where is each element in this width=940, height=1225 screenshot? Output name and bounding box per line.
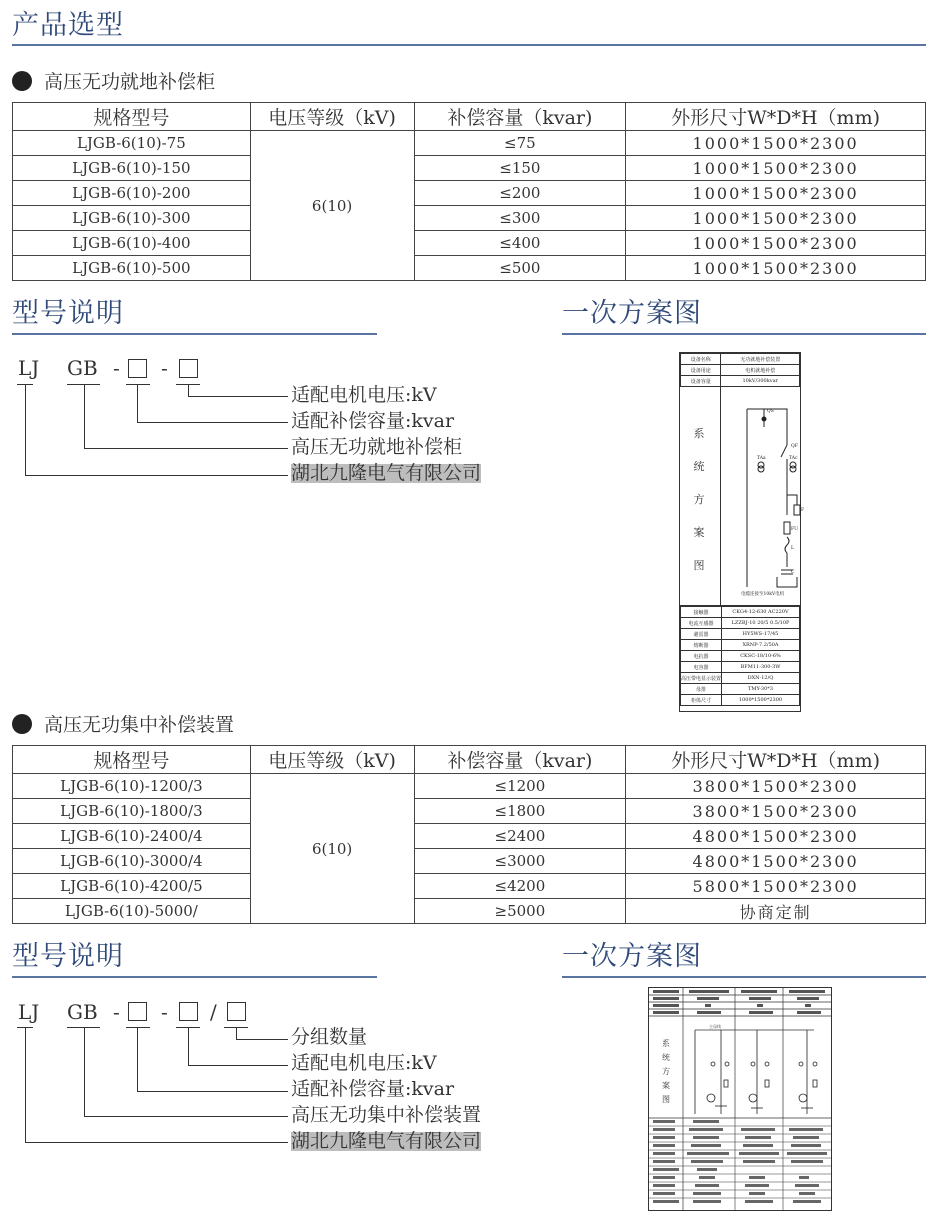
scheme-key: 高压带电显示装置 <box>681 673 722 684</box>
legend-company: 湖北九隆电气有限公司 <box>291 1130 482 1152</box>
legend-capacity: 适配补偿容量:kvar <box>291 410 455 432</box>
table-row <box>13 874 926 899</box>
section2-heading-text: 高压无功集中补偿装置 <box>44 714 235 736</box>
side-char: 案 <box>693 526 705 539</box>
legend-product-type: 高压无功集中补偿装置 <box>291 1104 482 1126</box>
cell-size: 协商定制 <box>626 899 926 924</box>
side-char: 案 <box>662 1081 670 1090</box>
cell-capacity: ≤4200 <box>414 874 626 899</box>
scheme-key: 母排 <box>681 684 722 695</box>
scheme-key: 电抗器 <box>681 651 722 662</box>
bullet-icon <box>12 71 32 91</box>
title-rule <box>12 44 926 46</box>
label-fu: FU <box>791 527 798 532</box>
cell-model: LJGB-6(10)-150 <box>13 156 251 181</box>
legend-product-type: 高压无功就地补偿柜 <box>291 436 463 458</box>
table-row <box>13 181 926 206</box>
side-char: 系 <box>662 1039 670 1048</box>
cell-capacity: ≤3000 <box>414 849 626 874</box>
scheme-key: 设备名称 <box>681 354 721 365</box>
table-row <box>13 774 926 799</box>
header-voltage: 电压等级（kV) <box>250 103 414 131</box>
scheme-value: HY5WS-17/45 <box>722 629 800 640</box>
cell-capacity: ≤1800 <box>414 799 626 824</box>
side-char: 统 <box>693 460 705 473</box>
scheme-value: 电机就地补偿 <box>721 365 800 376</box>
scheme-value: XRNP-7.2/50A <box>722 640 800 651</box>
scheme-key: 接触器 <box>681 607 722 618</box>
cell-model: LJGB-6(10)-300 <box>13 206 251 231</box>
cell-model: LJGB-6(10)-1800/3 <box>13 799 251 824</box>
side-char: 统 <box>662 1053 670 1062</box>
scheme-heading-rule <box>562 333 926 335</box>
header-size: 外形尺寸W*D*H（mm) <box>626 103 926 131</box>
scheme-value: BFM11-300-3W <box>722 662 800 673</box>
cell-size: 5800*1500*2300 <box>626 874 926 899</box>
header-capacity: 补偿容量（kvar) <box>414 746 626 774</box>
page-title: 产品选型 <box>12 10 124 41</box>
legend-company: 湖北九隆电气有限公司 <box>291 462 482 484</box>
cell-voltage: 6(10) <box>250 774 414 924</box>
scheme-heading: 一次方案图 <box>562 298 702 329</box>
legend-group-count: 分组数量 <box>291 1026 368 1048</box>
scheme-header-table <box>680 353 800 387</box>
code-gb: GB <box>67 356 98 380</box>
table-row <box>13 799 926 824</box>
scheme-heading-2: 一次方案图 <box>562 941 702 972</box>
side-char: 方 <box>693 493 705 506</box>
scheme-value: 无功就地补偿装置 <box>721 354 800 365</box>
cell-size: 1000*1500*2300 <box>626 156 926 181</box>
cell-model: LJGB-6(10)-500 <box>13 256 251 281</box>
side-char: 系 <box>693 427 705 440</box>
legend-motor-voltage: 适配电机电压:kV <box>291 1052 437 1074</box>
cell-capacity: ≤400 <box>414 231 626 256</box>
section2-heading <box>12 710 234 737</box>
code-placeholder-box <box>179 1002 198 1021</box>
header-model: 规格型号 <box>13 103 251 131</box>
multi-group-single-line-diagram <box>649 988 831 1210</box>
table-row <box>13 824 926 849</box>
scheme-value: LZZBJ-10 20/5 0.5/10P <box>722 618 800 629</box>
side-char: 方 <box>662 1067 670 1076</box>
label-l: L <box>791 546 794 551</box>
cell-capacity: ≤200 <box>414 181 626 206</box>
label-qf: QF <box>791 444 798 449</box>
cell-capacity: ≤1200 <box>414 774 626 799</box>
bullet-icon <box>12 714 32 734</box>
table-header-row <box>13 103 926 131</box>
cell-size: 3800*1500*2300 <box>626 774 926 799</box>
code-gb: GB <box>67 1000 98 1024</box>
legend-capacity: 适配补偿容量:kvar <box>291 1078 455 1100</box>
cell-voltage: 6(10) <box>250 131 414 281</box>
cell-size: 1000*1500*2300 <box>626 206 926 231</box>
primary-scheme-diagram-2 <box>648 987 832 1211</box>
cell-model: LJGB-6(10)-400 <box>13 231 251 256</box>
table-header-row <box>13 746 926 774</box>
code-placeholder-box <box>227 1002 246 1021</box>
cell-model: LJGB-6(10)-5000/ <box>13 899 251 924</box>
cell-size: 1000*1500*2300 <box>626 231 926 256</box>
section1-heading <box>12 67 215 94</box>
section1-heading-text: 高压无功就地补偿柜 <box>44 71 216 93</box>
scheme-components-table <box>680 606 800 706</box>
cell-model: LJGB-6(10)-3000/4 <box>13 849 251 874</box>
label-f: F <box>801 508 805 513</box>
cell-size: 4800*1500*2300 <box>626 849 926 874</box>
cell-capacity: ≤150 <box>414 156 626 181</box>
cell-model: LJGB-6(10)-1200/3 <box>13 774 251 799</box>
code-placeholder-box <box>128 359 147 378</box>
cell-capacity: ≥5000 <box>414 899 626 924</box>
model-explanation-heading-2: 型号说明 <box>12 941 124 972</box>
code-lj: LJ <box>18 1000 40 1024</box>
section2-spec-table <box>12 745 926 924</box>
label-taa: TAa <box>757 456 766 461</box>
cell-capacity: ≤75 <box>414 131 626 156</box>
legend-motor-voltage: 适配电机电压:kV <box>291 384 437 406</box>
cell-size: 1000*1500*2300 <box>626 181 926 206</box>
scheme-key: 熔断器 <box>681 640 722 651</box>
label-c: C <box>791 570 795 575</box>
side-char: 图 <box>693 559 705 572</box>
single-line-diagram <box>721 387 805 605</box>
model-explanation-heading: 型号说明 <box>12 298 124 329</box>
header-capacity: 补偿容量（kvar) <box>414 103 626 131</box>
table-row <box>13 206 926 231</box>
cell-size: 3800*1500*2300 <box>626 799 926 824</box>
cell-model: LJGB-6(10)-200 <box>13 181 251 206</box>
code-dash: - <box>161 1000 168 1024</box>
code-dash: - <box>113 356 120 380</box>
cell-capacity: ≤500 <box>414 256 626 281</box>
scheme-key: 柜体尺寸 <box>681 695 722 706</box>
cell-size: 1000*1500*2300 <box>626 131 926 156</box>
scheme-value: TMY-30*3 <box>722 684 800 695</box>
cell-size: 1000*1500*2300 <box>626 256 926 281</box>
cell-capacity: ≤2400 <box>414 824 626 849</box>
side-char: 图 <box>662 1095 670 1104</box>
code-placeholder-box <box>179 359 198 378</box>
header-model: 规格型号 <box>13 746 251 774</box>
cell-size: 4800*1500*2300 <box>626 824 926 849</box>
cell-model: LJGB-6(10)-2400/4 <box>13 824 251 849</box>
header-voltage: 电压等级（kV) <box>250 746 414 774</box>
table-row <box>13 131 926 156</box>
table-row <box>13 156 926 181</box>
cell-capacity: ≤300 <box>414 206 626 231</box>
scheme-heading-rule-2 <box>562 976 926 978</box>
scheme-diagram-area <box>680 387 805 606</box>
model-heading-rule-2 <box>12 976 377 978</box>
bus-label: 主母线 <box>709 1024 721 1029</box>
table-row <box>13 256 926 281</box>
table-row <box>13 899 926 924</box>
model-heading-rule <box>12 333 377 335</box>
scheme-value: CKG4-12-630 AC220V <box>722 607 800 618</box>
label-cable-note: 电缆连接至10kV电机 <box>741 592 785 597</box>
scheme-key: 电容器 <box>681 662 722 673</box>
scheme-value: 1000*1500*2300 <box>722 695 800 706</box>
table-row <box>13 849 926 874</box>
section1-spec-table <box>12 102 926 281</box>
scheme-key: 避雷器 <box>681 629 722 640</box>
scheme-value: DXN-12/Q <box>722 673 800 684</box>
cell-model: LJGB-6(10)-75 <box>13 131 251 156</box>
code-slash: / <box>210 1000 217 1024</box>
code-placeholder-box <box>128 1002 147 1021</box>
scheme-side-label <box>690 417 708 582</box>
table-row <box>13 231 926 256</box>
scheme-key: 电流互感器 <box>681 618 722 629</box>
scheme-key: 设备用途 <box>681 365 721 376</box>
header-size: 外形尺寸W*D*H（mm) <box>626 746 926 774</box>
code-dash: - <box>113 1000 120 1024</box>
cell-model: LJGB-6(10)-4200/5 <box>13 874 251 899</box>
label-tac: TAc <box>789 456 798 461</box>
code-lj: LJ <box>18 356 40 380</box>
primary-scheme-diagram-1 <box>679 352 805 712</box>
code-dash: - <box>161 356 168 380</box>
scheme-value: CKSC-18/10-6% <box>722 651 800 662</box>
label-qs: QS <box>767 409 774 414</box>
scheme-key: 设备容量 <box>681 376 721 387</box>
scheme-value: 10kV/300kvar <box>721 376 800 387</box>
